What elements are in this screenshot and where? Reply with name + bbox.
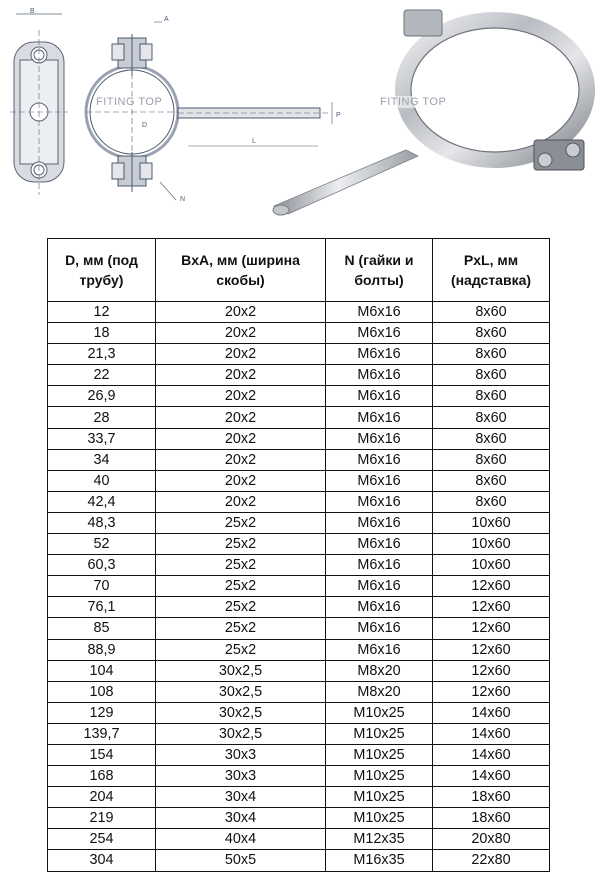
spec-table xyxy=(47,238,550,872)
cell-diameter: 21,3 xyxy=(48,344,156,365)
cell-nuts-bolts: M6x16 xyxy=(326,470,433,491)
table-row xyxy=(48,639,550,660)
cell-bracket-width: 25x2 xyxy=(156,597,326,618)
cell-extension: 8x60 xyxy=(433,302,550,323)
dimension-label-a: A xyxy=(164,16,169,23)
cell-nuts-bolts: M10x25 xyxy=(326,702,433,723)
cell-diameter: 219 xyxy=(48,808,156,829)
cell-bracket-width: 25x2 xyxy=(156,576,326,597)
cell-extension: 18x60 xyxy=(433,787,550,808)
cell-nuts-bolts: M6x16 xyxy=(326,407,433,428)
dimension-label-b: B xyxy=(30,8,35,15)
cell-nuts-bolts: M6x16 xyxy=(326,639,433,660)
table-row xyxy=(48,766,550,787)
table-row xyxy=(48,386,550,407)
table-row xyxy=(48,512,550,533)
cell-diameter: 304 xyxy=(48,850,156,871)
cell-nuts-bolts: M6x16 xyxy=(326,555,433,576)
cell-nuts-bolts: M6x16 xyxy=(326,365,433,386)
cell-diameter: 108 xyxy=(48,681,156,702)
table-row xyxy=(48,428,550,449)
table-row xyxy=(48,681,550,702)
table-row xyxy=(48,302,550,323)
cell-extension: 8x60 xyxy=(433,407,550,428)
cell-bracket-width: 50x5 xyxy=(156,850,326,871)
watermark-left: FITING TOP xyxy=(96,96,163,108)
dimension-label-p: P xyxy=(336,112,341,119)
cell-extension: 20x80 xyxy=(433,829,550,850)
cell-diameter: 60,3 xyxy=(48,555,156,576)
cell-nuts-bolts: M16x35 xyxy=(326,850,433,871)
cell-diameter: 12 xyxy=(48,302,156,323)
cell-bracket-width: 20x2 xyxy=(156,323,326,344)
table-row xyxy=(48,365,550,386)
table-row xyxy=(48,660,550,681)
cell-diameter: 204 xyxy=(48,787,156,808)
cell-bracket-width: 30x4 xyxy=(156,808,326,829)
cell-bracket-width: 30x2,5 xyxy=(156,681,326,702)
table-header-row xyxy=(48,239,550,302)
table-row xyxy=(48,723,550,744)
cell-diameter: 254 xyxy=(48,829,156,850)
cell-extension: 10x60 xyxy=(433,555,550,576)
cell-diameter: 26,9 xyxy=(48,386,156,407)
cell-diameter: 34 xyxy=(48,449,156,470)
cell-extension: 12x60 xyxy=(433,576,550,597)
cell-nuts-bolts: M8x20 xyxy=(326,660,433,681)
table-row xyxy=(48,534,550,555)
cell-bracket-width: 30x4 xyxy=(156,787,326,808)
cell-diameter: 40 xyxy=(48,470,156,491)
table-row xyxy=(48,407,550,428)
cell-nuts-bolts: M6x16 xyxy=(326,618,433,639)
table-row xyxy=(48,618,550,639)
cell-extension: 12x60 xyxy=(433,639,550,660)
cell-extension: 14x60 xyxy=(433,723,550,744)
cell-bracket-width: 25x2 xyxy=(156,639,326,660)
cell-diameter: 22 xyxy=(48,365,156,386)
cell-diameter: 70 xyxy=(48,576,156,597)
cell-extension: 10x60 xyxy=(433,512,550,533)
cell-nuts-bolts: M6x16 xyxy=(326,344,433,365)
cell-extension: 8x60 xyxy=(433,491,550,512)
cell-diameter: 85 xyxy=(48,618,156,639)
table-row xyxy=(48,470,550,491)
cell-extension: 8x60 xyxy=(433,449,550,470)
table-body xyxy=(48,302,550,872)
cell-bracket-width: 20x2 xyxy=(156,365,326,386)
cell-bracket-width: 25x2 xyxy=(156,618,326,639)
cell-extension: 12x60 xyxy=(433,681,550,702)
table-row xyxy=(48,576,550,597)
cell-extension: 8x60 xyxy=(433,470,550,491)
cell-bracket-width: 20x2 xyxy=(156,407,326,428)
cell-extension: 8x60 xyxy=(433,323,550,344)
cell-nuts-bolts: M6x16 xyxy=(326,386,433,407)
header-diameter: D, мм (под трубу) xyxy=(48,239,156,302)
table-row xyxy=(48,491,550,512)
cell-extension: 12x60 xyxy=(433,660,550,681)
cell-nuts-bolts: M6x16 xyxy=(326,576,433,597)
table-row xyxy=(48,787,550,808)
technical-drawing xyxy=(0,0,600,228)
cell-bracket-width: 20x2 xyxy=(156,428,326,449)
side-view-drawing xyxy=(10,14,68,195)
table-row xyxy=(48,449,550,470)
cell-nuts-bolts: M6x16 xyxy=(326,323,433,344)
table-row xyxy=(48,344,550,365)
cell-nuts-bolts: M10x25 xyxy=(326,808,433,829)
header-extension: PxL, мм (надставка) xyxy=(433,239,550,302)
cell-bracket-width: 20x2 xyxy=(156,344,326,365)
cell-extension: 12x60 xyxy=(433,597,550,618)
cell-nuts-bolts: M6x16 xyxy=(326,449,433,470)
cell-extension: 18x60 xyxy=(433,808,550,829)
cell-diameter: 88,9 xyxy=(48,639,156,660)
cell-diameter: 104 xyxy=(48,660,156,681)
cell-nuts-bolts: M6x16 xyxy=(326,534,433,555)
cell-bracket-width: 40x4 xyxy=(156,829,326,850)
cell-bracket-width: 20x2 xyxy=(156,449,326,470)
cell-bracket-width: 25x2 xyxy=(156,534,326,555)
product-figure xyxy=(0,0,600,228)
cell-nuts-bolts: M12x35 xyxy=(326,829,433,850)
table-row xyxy=(48,744,550,765)
cell-extension: 8x60 xyxy=(433,344,550,365)
header-bracket-width: BxA, мм (ширина скобы) xyxy=(156,239,326,302)
cell-diameter: 52 xyxy=(48,534,156,555)
cell-extension: 14x60 xyxy=(433,744,550,765)
header-nuts-bolts: N (гайки и болты) xyxy=(326,239,433,302)
cell-bracket-width: 20x2 xyxy=(156,470,326,491)
cell-extension: 8x60 xyxy=(433,428,550,449)
cell-bracket-width: 30x2,5 xyxy=(156,660,326,681)
cell-nuts-bolts: M8x20 xyxy=(326,681,433,702)
cell-diameter: 48,3 xyxy=(48,512,156,533)
cell-diameter: 139,7 xyxy=(48,723,156,744)
cell-diameter: 76,1 xyxy=(48,597,156,618)
cell-nuts-bolts: M6x16 xyxy=(326,491,433,512)
dimension-label-d: D xyxy=(142,122,148,129)
table-row xyxy=(48,829,550,850)
cell-nuts-bolts: M10x25 xyxy=(326,744,433,765)
cell-extension: 12x60 xyxy=(433,618,550,639)
table-row xyxy=(48,808,550,829)
table-row xyxy=(48,323,550,344)
dimension-label-n: N xyxy=(180,196,186,203)
cell-extension: 14x60 xyxy=(433,766,550,787)
cell-extension: 8x60 xyxy=(433,386,550,407)
cell-extension: 14x60 xyxy=(433,702,550,723)
cell-bracket-width: 20x2 xyxy=(156,302,326,323)
cell-bracket-width: 20x2 xyxy=(156,386,326,407)
cell-nuts-bolts: M6x16 xyxy=(326,597,433,618)
cell-diameter: 154 xyxy=(48,744,156,765)
cell-diameter: 28 xyxy=(48,407,156,428)
cell-nuts-bolts: M6x16 xyxy=(326,302,433,323)
cell-diameter: 168 xyxy=(48,766,156,787)
dimension-label-l: L xyxy=(252,138,256,145)
cell-nuts-bolts: M6x16 xyxy=(326,512,433,533)
cell-bracket-width: 30x2,5 xyxy=(156,702,326,723)
cell-extension: 8x60 xyxy=(433,365,550,386)
cell-bracket-width: 25x2 xyxy=(156,555,326,576)
cell-bracket-width: 30x2,5 xyxy=(156,723,326,744)
cell-extension: 10x60 xyxy=(433,534,550,555)
watermark-right: FITING TOP xyxy=(380,96,447,108)
cell-bracket-width: 25x2 xyxy=(156,512,326,533)
cell-bracket-width: 30x3 xyxy=(156,744,326,765)
front-view-drawing xyxy=(86,22,332,200)
cell-nuts-bolts: M10x25 xyxy=(326,723,433,744)
table-row xyxy=(48,702,550,723)
cell-nuts-bolts: M6x16 xyxy=(326,428,433,449)
cell-bracket-width: 20x2 xyxy=(156,491,326,512)
cell-diameter: 42,4 xyxy=(48,491,156,512)
cell-nuts-bolts: M10x25 xyxy=(326,766,433,787)
table-row xyxy=(48,597,550,618)
table-row xyxy=(48,555,550,576)
cell-bracket-width: 30x3 xyxy=(156,766,326,787)
cell-diameter: 18 xyxy=(48,323,156,344)
cell-extension: 22x80 xyxy=(433,850,550,871)
table-row xyxy=(48,850,550,871)
cell-nuts-bolts: M10x25 xyxy=(326,787,433,808)
cell-diameter: 33,7 xyxy=(48,428,156,449)
cell-diameter: 129 xyxy=(48,702,156,723)
